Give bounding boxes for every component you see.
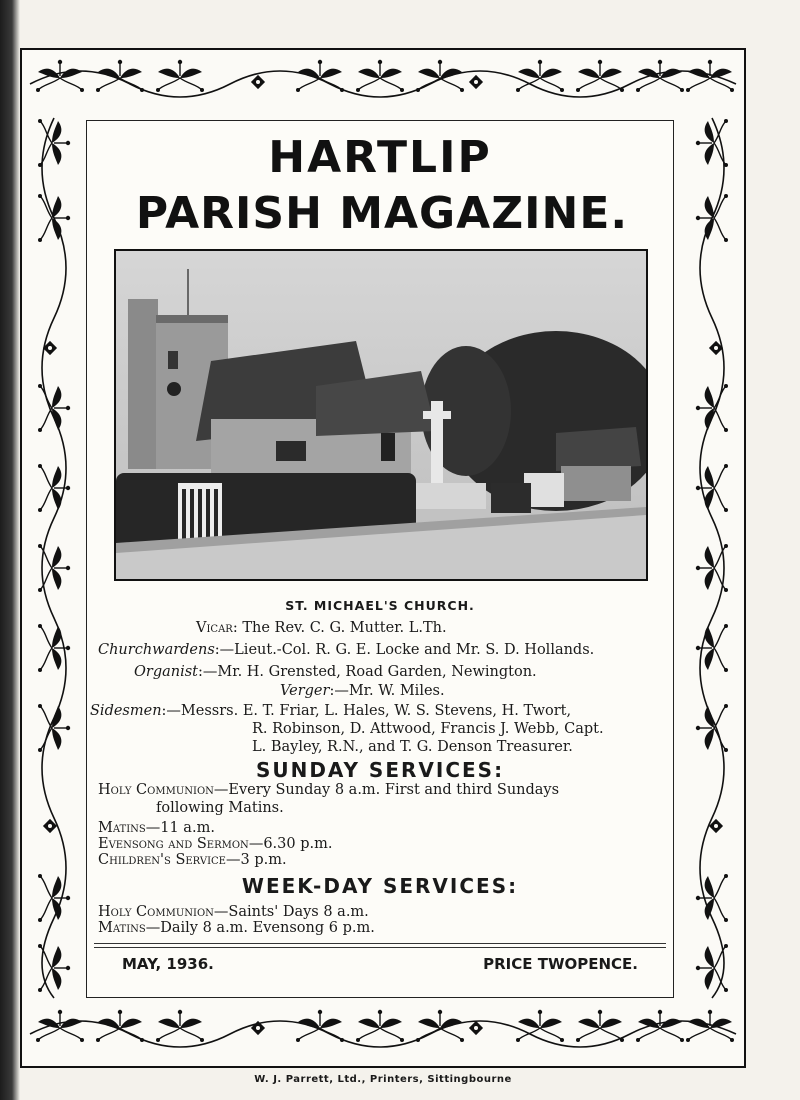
vicar-value: : The Rev. C. G. Mutter. L.Th. [232, 620, 447, 636]
childrens-service-value: —3 p.m. [225, 852, 287, 868]
issue-price: PRICE TWOPENCE. [483, 955, 638, 973]
sunday-hc-line2: following Matins. [156, 800, 284, 816]
sunday-hc-value: —Every Sunday 8 a.m. First and third Sundays [213, 782, 560, 798]
organist-label: Organist [134, 664, 198, 680]
weekday-matins-line [98, 919, 676, 937]
footer-rule-bottom [94, 947, 666, 948]
sunday-hc-label: Holy Communion [98, 782, 214, 798]
top-border-ornament [30, 60, 736, 97]
churchwardens-value: :—Lieut.-Col. R. G. E. Locke and Mr. S. D. Hollands. [214, 642, 595, 658]
churchwardens-label: Churchwardens [98, 642, 215, 658]
weekday-hc-label: Holy Communion [98, 904, 214, 920]
left-border-ornament [38, 118, 70, 998]
sidesmen-line2: R. Robinson, D. Attwood, Francis J. Webb, Capt. [252, 721, 604, 737]
footer-rule-top [94, 943, 666, 944]
weekday-matins-value: —Daily 8 a.m. Evensong 6 p.m. [145, 920, 375, 936]
weekday-matins-label: Matins [98, 920, 146, 936]
verger-line [280, 682, 800, 700]
verger-label: Verger [280, 683, 330, 699]
verger-value: :—Mr. W. Miles. [329, 683, 445, 699]
sidesmen-value-1: :—Messrs. E. T. Friar, L. Hales, W. S. Stevens, H. Twort, [161, 703, 572, 719]
magazine-title-line2: PARISH MAGAZINE. [135, 188, 629, 239]
weekday-services-heading: WEEK-DAY SERVICES: [241, 874, 519, 898]
weekday-hc-value: —Saints' Days 8 a.m. [213, 904, 369, 920]
organist-line [134, 663, 712, 681]
printer-imprint: W. J. Parrett, Ltd., Printers, Sittingbourne [254, 1074, 512, 1085]
matins-value: —11 a.m. [145, 820, 215, 836]
page-binding-edge [0, 0, 20, 1100]
organist-value: :—Mr. H. Grensted, Road Garden, Newington. [198, 664, 537, 680]
evensong-value: —6.30 p.m. [248, 836, 333, 852]
magazine-title-line1: HARTLIP [268, 132, 492, 183]
childrens-service-label: Children's Service [98, 852, 226, 868]
vicar-line [196, 619, 774, 637]
sidesmen-line3: L. Bayley, R.N., and T. G. Denson Treasurer. [252, 739, 573, 755]
churchwardens-line [98, 641, 676, 659]
church-name: ST. MICHAEL'S CHURCH. [285, 598, 475, 613]
church-photograph [114, 249, 648, 581]
evensong-label: Evensong and Sermon [98, 836, 249, 852]
sunday-services-heading: SUNDAY SERVICES: [255, 758, 505, 782]
sidesmen-label: Sidesmen [90, 703, 162, 719]
childrens-service-line [98, 851, 676, 869]
bottom-border-ornament [30, 1010, 736, 1047]
issue-date: MAY, 1936. [122, 955, 214, 973]
matins-label: Matins [98, 820, 146, 836]
right-border-ornament [696, 118, 728, 998]
vicar-label: Vicar [196, 620, 233, 636]
sidesmen-line1 [90, 702, 668, 720]
sunday-holy-communion-line [98, 781, 676, 799]
